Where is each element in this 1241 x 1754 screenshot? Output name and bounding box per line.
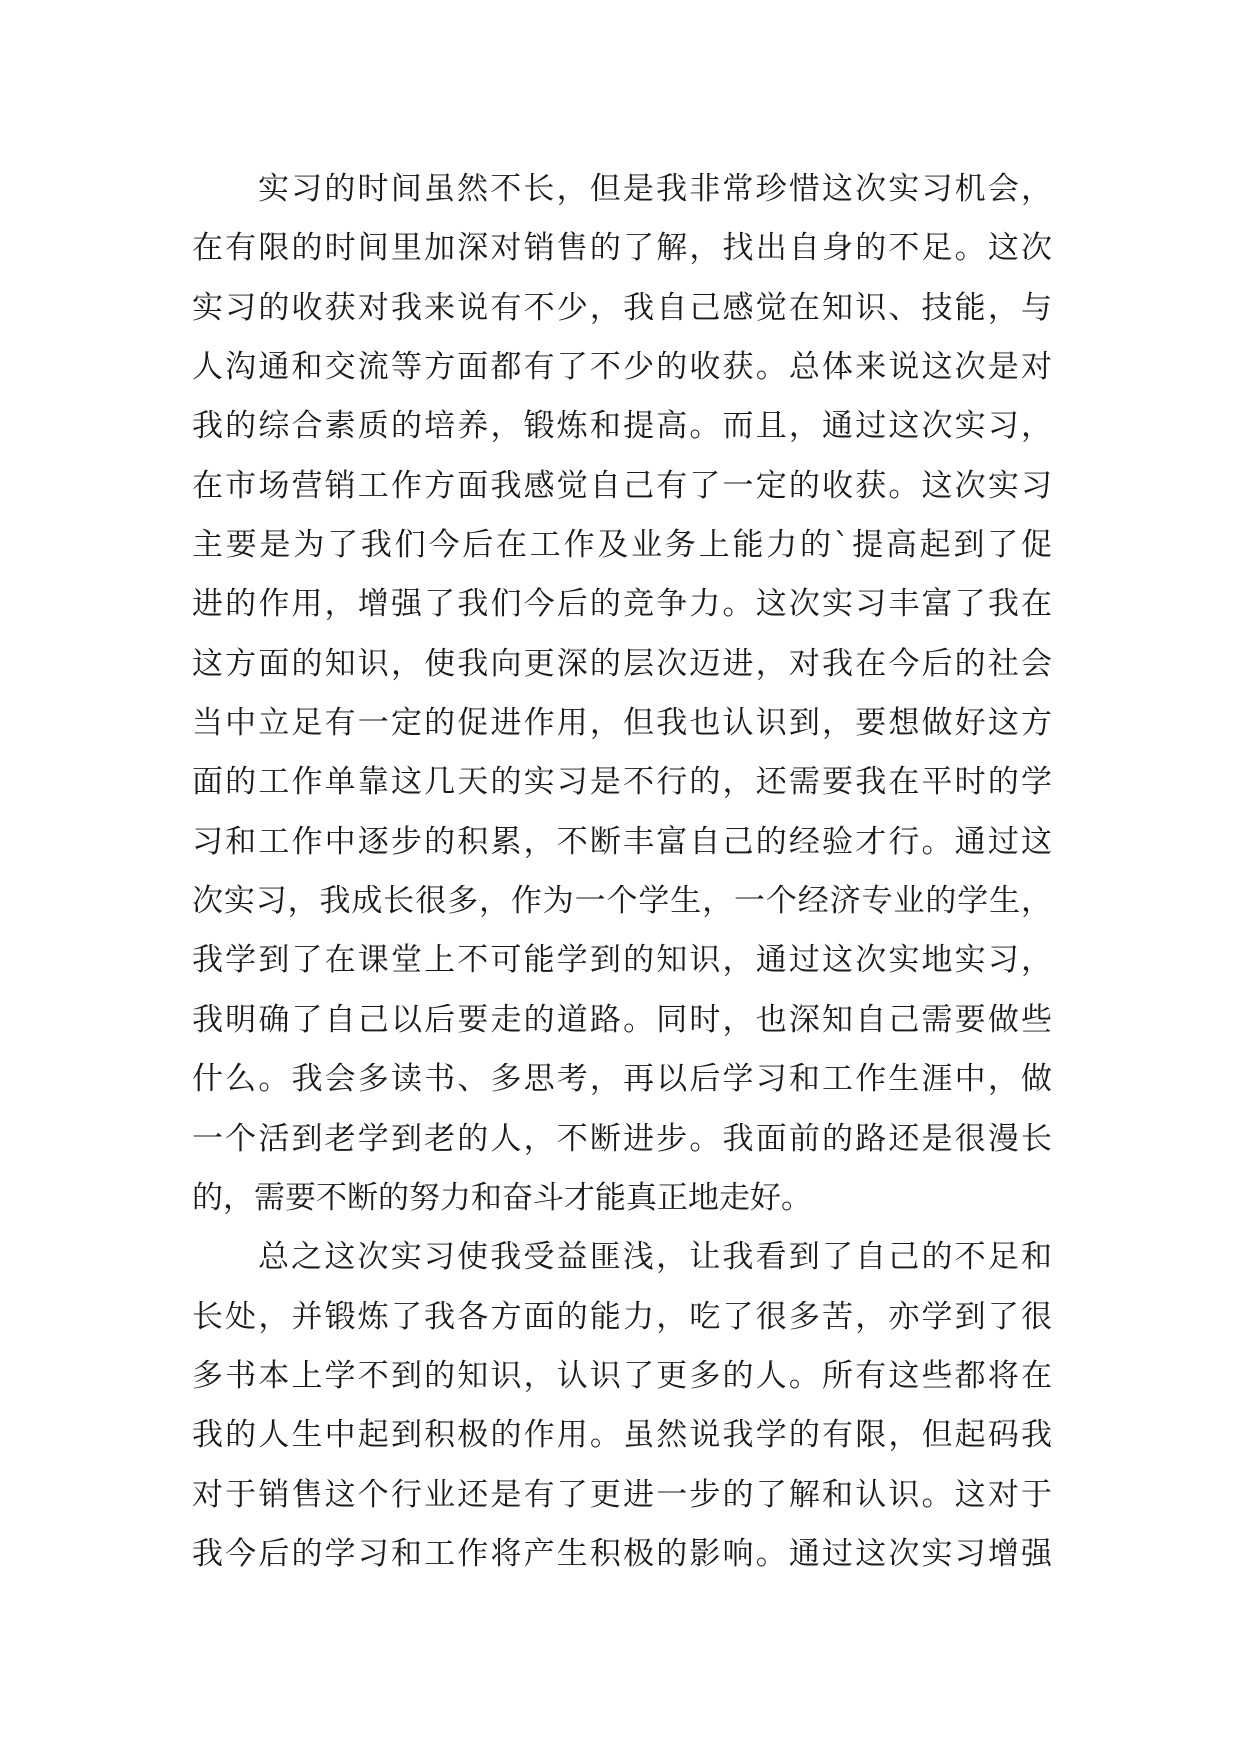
text-line: 主要是为了我们今后在工作及业务上能力的`提高起到了促 [192, 527, 1052, 564]
text-line: 一个活到老学到老的人，不断进步。我面前的路还是很漫长 [192, 1120, 1052, 1157]
text-line: 实习的时间虽然不长，但是我非常珍惜这次实习机会， [258, 171, 1052, 207]
text-line: 总之这次实习使我受益匪浅，让我看到了自己的不足和 [258, 1239, 1052, 1276]
text-line: 我今后的学习和工作将产生积极的影响。通过这次实习增强 [192, 1535, 1052, 1572]
text-line: 这方面的知识，使我向更深的层次迈进，对我在今后的社会 [192, 645, 1052, 682]
text-line: 多书本上学不到的知识，认识了更多的人。所有这些都将在 [192, 1357, 1052, 1394]
text-line: 的，需要不断的努力和奋斗才能真正地走好。 [192, 1179, 812, 1216]
text-line: 什么。我会多读书、多思考，再以后学习和工作生涯中，做 [192, 1061, 1052, 1098]
text-line: 面的工作单靠这几天的实习是不行的，还需要我在平时的学 [192, 764, 1052, 801]
text-line: 习和工作中逐步的积累，不断丰富自己的经验才行。通过这 [192, 823, 1052, 860]
paragraph-2 [192, 1228, 1052, 1584]
text-line: 我的人生中起到积极的作用。虽然说我学的有限，但起码我 [192, 1417, 1052, 1454]
text-line: 人沟通和交流等方面都有了不少的收获。总体来说这次是对 [192, 349, 1052, 386]
text-line: 对于销售这个行业还是有了更进一步的了解和认识。这对于 [192, 1476, 1052, 1513]
text-line: 进的作用，增强了我们今后的竞争力。这次实习丰富了我在 [192, 586, 1052, 623]
text-line: 我明确了自己以后要走的道路。同时，也深知自己需要做些 [192, 1001, 1052, 1038]
text-line: 我的综合素质的培养，锻炼和提高。而且，通过这次实习， [192, 408, 1052, 445]
body-text [192, 160, 1052, 1584]
text-line: 长处，并锻炼了我各方面的能力，吃了很多苦，亦学到了很 [192, 1298, 1052, 1335]
text-line: 当中立足有一定的促进作用，但我也认识到，要想做好这方 [192, 705, 1052, 742]
text-line: 在市场营销工作方面我感觉自己有了一定的收获。这次实习 [192, 467, 1052, 504]
text-line: 次实习，我成长很多，作为一个学生，一个经济专业的学生， [192, 883, 1052, 920]
text-line: 在有限的时间里加深对销售的了解，找出自身的不足。这次 [192, 230, 1052, 267]
paragraph-1 [192, 160, 1052, 1228]
text-line: 我学到了在课堂上不可能学到的知识，通过这次实地实习， [192, 942, 1052, 979]
text-line: 实习的收获对我来说有不少，我自己感觉在知识、技能，与 [192, 289, 1052, 326]
